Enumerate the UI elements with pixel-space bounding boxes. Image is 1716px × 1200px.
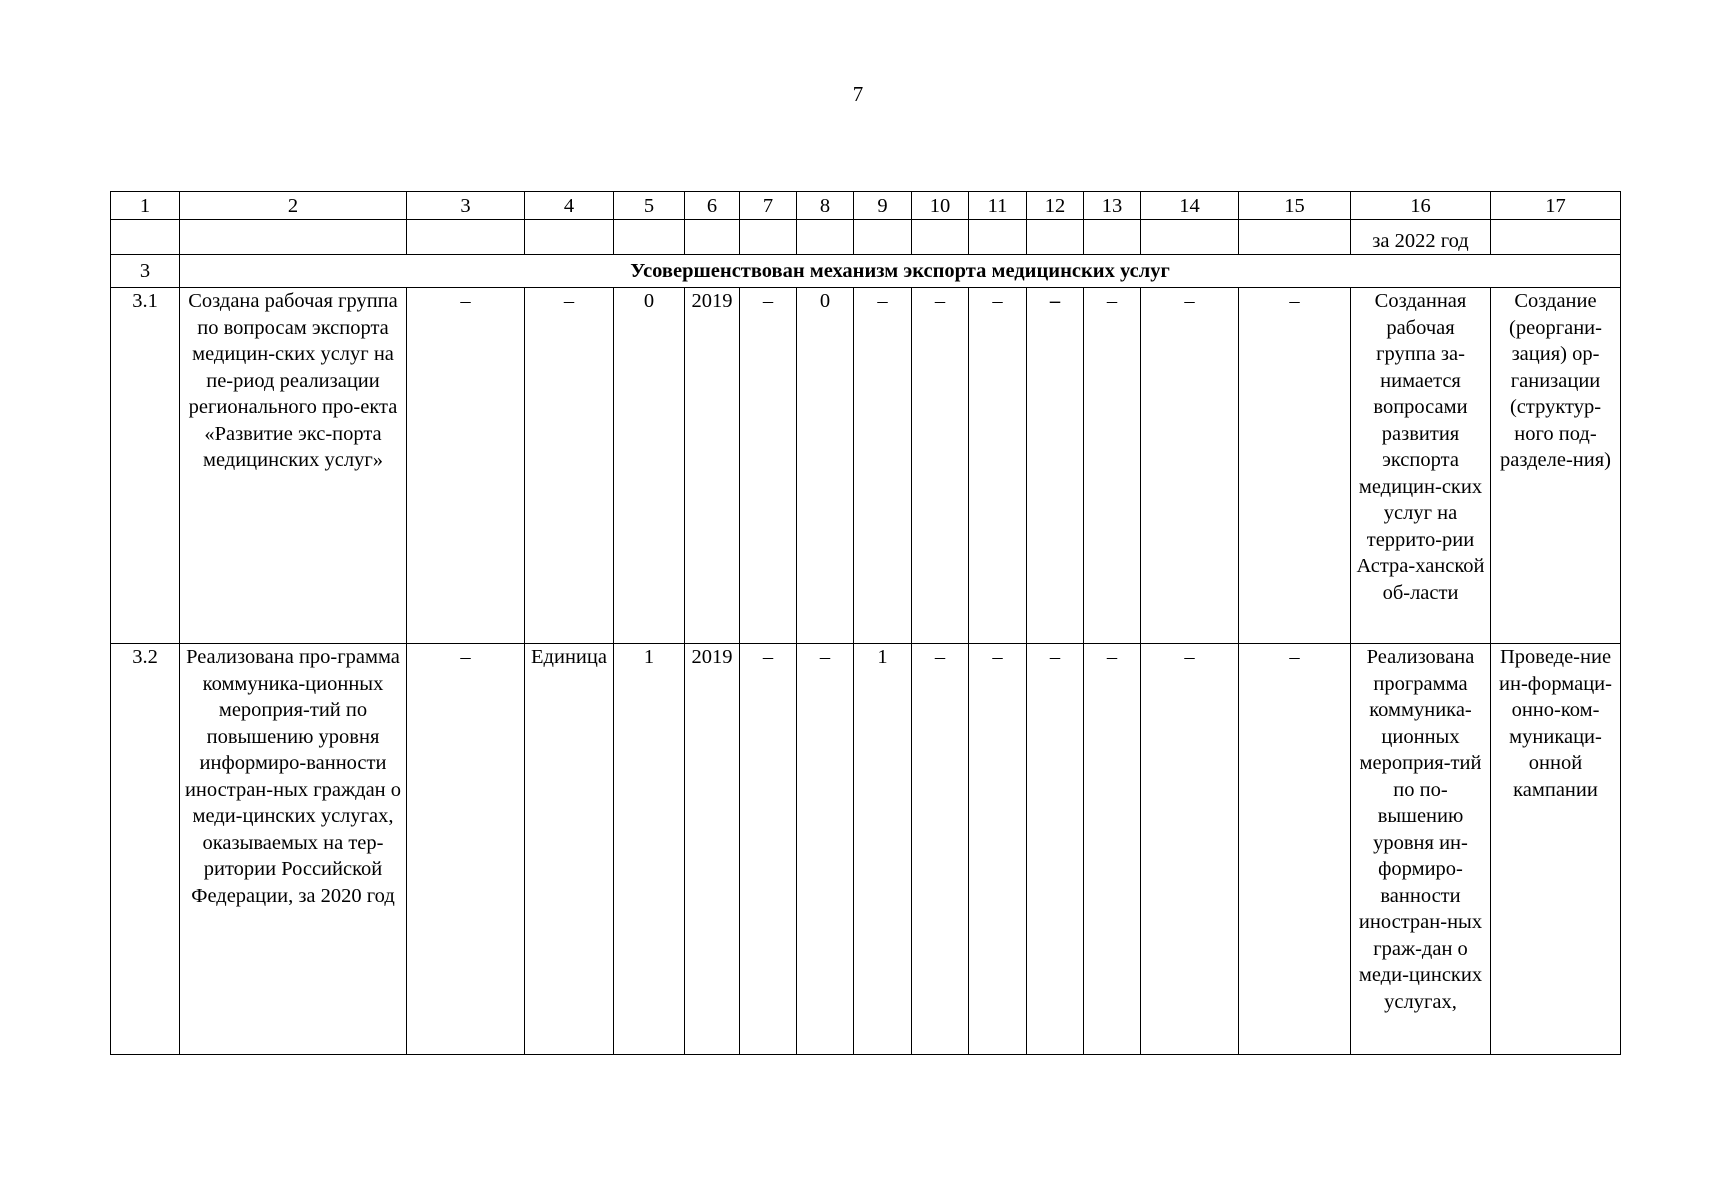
result-name: Реализована про-грамма коммуника-ционных мероприя-тий по повышению уровня информиро-ванности иностран-ных граждан о меди-цинских услугах, оказываемых на тер-ритории Российской Федерации, за 2020 год <box>180 644 407 1055</box>
cell-c14: – <box>1141 288 1239 644</box>
result-name: Создана рабочая группа по вопросам экспорта медицин-ских услуг на пе-риод реализации регионального про-екта «Развитие экс-порта медицинских услуг» <box>180 288 407 644</box>
results-table <box>110 191 1621 1055</box>
cell-c12: – <box>1027 288 1084 644</box>
cell-c12: – <box>1027 644 1084 1055</box>
column-header: 8 <box>797 192 854 220</box>
cell-c16: Реализована программа коммуника-ционных мероприя-тий по по-вышению уровня ин-формиро-ванности иностран-ных граж-дан о меди-цинских услугах, <box>1351 644 1491 1055</box>
empty-cell <box>1491 220 1621 255</box>
cell-c3: – <box>407 288 525 644</box>
cell-c5: 0 <box>614 288 685 644</box>
empty-cell <box>797 220 854 255</box>
empty-cell <box>111 220 180 255</box>
section-row <box>111 255 1621 288</box>
cell-c17: Проведе-ние ин-формаци-онно-ком-муникаци-онной кампании <box>1491 644 1621 1055</box>
table-row <box>111 644 1621 1055</box>
cell-c7: – <box>740 644 797 1055</box>
cell-c14: – <box>1141 644 1239 1055</box>
column-number-row <box>111 192 1621 220</box>
section-title: Усовершенствован механизм экспорта медицинских услуг <box>180 255 1621 288</box>
column-header: 2 <box>180 192 407 220</box>
cell-c10: – <box>912 288 969 644</box>
empty-cell <box>525 220 614 255</box>
empty-cell <box>685 220 740 255</box>
column-header: 3 <box>407 192 525 220</box>
cell-c9: – <box>854 288 912 644</box>
column-header: 9 <box>854 192 912 220</box>
column-header: 10 <box>912 192 969 220</box>
cell-c5: 1 <box>614 644 685 1055</box>
row-number: 3.1 <box>111 288 180 644</box>
cell-c10: – <box>912 644 969 1055</box>
empty-cell <box>854 220 912 255</box>
empty-cell <box>1027 220 1084 255</box>
empty-cell <box>407 220 525 255</box>
cell-c8: 0 <box>797 288 854 644</box>
cell-c15: – <box>1239 644 1351 1055</box>
cell-c17: Создание (реоргани-зация) ор-ганизации (структур-ного под-разделе-ния) <box>1491 288 1621 644</box>
column-header: 6 <box>685 192 740 220</box>
page-number: 7 <box>852 82 864 106</box>
cell-c6: 2019 <box>685 644 740 1055</box>
column-header: 4 <box>525 192 614 220</box>
cell-c16: Созданная рабочая группа за-нимается вопросами развития экспорта медицин-ских услуг на террито-рии Астра-ханской об-ласти <box>1351 288 1491 644</box>
column-header: 14 <box>1141 192 1239 220</box>
column-header: 5 <box>614 192 685 220</box>
column-header: 13 <box>1084 192 1141 220</box>
cell-c11: – <box>969 288 1027 644</box>
empty-cell <box>1239 220 1351 255</box>
cell-c6: 2019 <box>685 288 740 644</box>
cell-c7: – <box>740 288 797 644</box>
column-header: 12 <box>1027 192 1084 220</box>
column-header: 15 <box>1239 192 1351 220</box>
subheader-row <box>111 220 1621 255</box>
cell-c4: Единица <box>525 644 614 1055</box>
cell-c13: – <box>1084 288 1141 644</box>
cell-c8: – <box>797 644 854 1055</box>
table-row <box>111 288 1621 644</box>
empty-cell <box>614 220 685 255</box>
cell-c15: – <box>1239 288 1351 644</box>
cell-c13: – <box>1084 644 1141 1055</box>
cell-c3: – <box>407 644 525 1055</box>
column-header: 11 <box>969 192 1027 220</box>
empty-cell <box>740 220 797 255</box>
cell-c4: – <box>525 288 614 644</box>
section-number: 3 <box>111 255 180 288</box>
empty-cell <box>180 220 407 255</box>
cell-c9: 1 <box>854 644 912 1055</box>
row-number: 3.2 <box>111 644 180 1055</box>
empty-cell <box>1084 220 1141 255</box>
cell-c11: – <box>969 644 1027 1055</box>
column-header: 16 <box>1351 192 1491 220</box>
empty-cell <box>1141 220 1239 255</box>
empty-cell <box>912 220 969 255</box>
column-header: 1 <box>111 192 180 220</box>
column-header: 17 <box>1491 192 1621 220</box>
empty-cell <box>969 220 1027 255</box>
period-label: за 2022 год <box>1351 220 1491 255</box>
column-header: 7 <box>740 192 797 220</box>
